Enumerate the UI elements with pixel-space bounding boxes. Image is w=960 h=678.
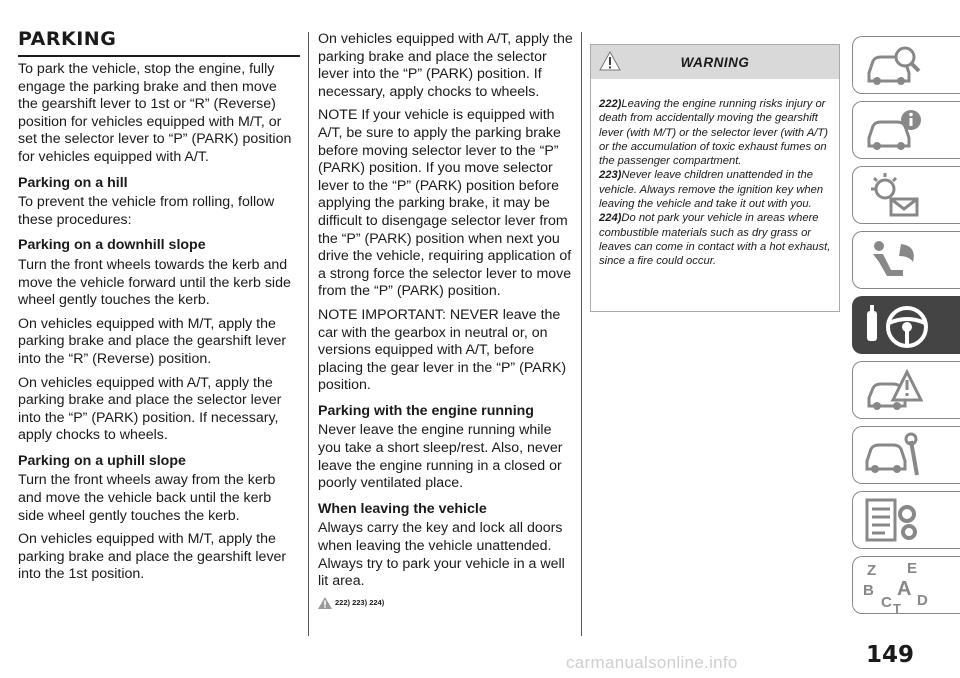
downhill-heading: Parking on a downhill slope <box>18 237 206 254</box>
warning-item <box>599 168 831 211</box>
tab-road-warning[interactable] <box>852 361 960 419</box>
tab-warning-lights[interactable] <box>852 166 960 224</box>
warning-item <box>599 97 831 168</box>
note-parking-brake: NOTE If your vehicle is equipped with A/T, be sure to apply the parking brake before moving selector lever to the “P” (PARK) position. If you move selector lever to the “P” (PARK) position before applying the parking brake, it may be difficult to disengage selector lever from the “P” (PARK) position when next you drive the vehicle, requiring application of a strong force the selector lever to move from the “P” (PARK) position. <box>318 107 572 300</box>
road-warning-icon <box>863 366 923 416</box>
warning-number: 224) <box>599 212 622 225</box>
column-right <box>590 44 840 312</box>
car-wrench-icon <box>863 431 923 481</box>
reference-numbers: 222) 223) 224) <box>335 598 385 608</box>
warning-text: Never leave children unattended in the vehicle. Always remove the ignition key when leaving the vehicle and take it out with you. <box>599 169 824 211</box>
index-letter: A <box>897 578 912 600</box>
list-gears-icon <box>863 496 923 546</box>
tab-airbag-seat[interactable] <box>852 231 960 289</box>
warning-item <box>599 211 831 268</box>
warning-references <box>318 597 576 609</box>
intro-paragraph: To park the vehicle, stop the engine, fully engage the parking brake and then move the gearshift lever to 1st or “R” (Reverse) position for vehicles equipped with M/T, or set the selector lever to “P” (PARK) position for vehicles equipped with A/T. <box>18 61 292 165</box>
car-search-icon <box>863 41 923 91</box>
tab-index[interactable] <box>852 556 960 614</box>
index-letters-icon <box>863 559 943 613</box>
warning-triangle-icon <box>599 51 621 71</box>
index-letter: C <box>881 594 892 611</box>
warning-header <box>591 45 839 79</box>
tab-car-wrench[interactable] <box>852 426 960 484</box>
downhill-paragraph: Turn the front wheels towards the kerb and move the vehicle forward until the kerb side wheel gently touches the kerb. <box>18 256 291 309</box>
watermark: carmanualsonline.info <box>566 653 738 672</box>
note-important: NOTE IMPORTANT: NEVER leave the car with the gearbox in neutral or, on versions equipped with A/T, before placing the gear lever in the “P” (PARK) position. <box>318 306 567 394</box>
column-middle <box>318 31 576 609</box>
leaving-paragraph: Always carry the key and lock all doors when leaving the vehicle unattended. Always try to park your vehicle in a well lit area. <box>318 520 565 590</box>
hill-heading: Parking on a hill <box>18 174 128 191</box>
warning-lights-icon <box>863 171 923 221</box>
tab-list-gears[interactable] <box>852 491 960 549</box>
warning-text: Do not park your vehicle in areas where combustible materials such as dry grass or leaves can come in contact with a hot exhaust, since a fire could occur. <box>599 212 831 268</box>
warning-body <box>591 79 839 269</box>
uphill-heading: Parking on a uphill slope <box>18 452 186 469</box>
column-divider <box>581 32 582 636</box>
leaving-heading: When leaving the vehicle <box>318 500 487 517</box>
section-title: PARKING <box>18 28 300 57</box>
page-number: 149 <box>866 642 915 668</box>
index-letter: E <box>907 560 918 577</box>
warning-number: 222) <box>599 98 622 110</box>
tab-car-search[interactable] <box>852 36 960 94</box>
downhill-at-paragraph: On vehicles equipped with A/T, apply the parking brake and place the selector lever into the “P” (PARK) position. If necessary, apply chocks to wheels. <box>18 374 282 444</box>
column-left <box>18 28 300 590</box>
running-paragraph: Never leave the engine running while you take a short sleep/rest. Also, never leave the engine running in a closed or poorly ventilated place. <box>318 422 563 492</box>
column-divider <box>308 32 309 636</box>
warning-triangle-icon <box>318 597 332 609</box>
downhill-mt-paragraph: On vehicles equipped with M/T, apply the parking brake and place the gearshift lever into the “R” (Reverse) position. <box>18 315 287 367</box>
index-letter: T <box>893 601 901 613</box>
uphill-paragraph: Turn the front wheels away from the kerb and move the vehicle back until the kerb side wheel gently touches the kerb. <box>18 472 276 524</box>
warning-box <box>590 44 840 312</box>
key-steering-icon <box>863 301 933 353</box>
uphill-mt-paragraph: On vehicles equipped with M/T, apply the parking brake and place the gearshift lever into the 1st position. <box>18 531 287 583</box>
hill-paragraph: To prevent the vehicle from rolling, follow these procedures: <box>18 194 275 228</box>
uphill-at-paragraph: On vehicles equipped with A/T, apply the parking brake and place the selector lever into the “P” (PARK) position. If necessary, apply chocks to wheels. <box>318 31 573 100</box>
warning-number: 223) <box>599 169 622 182</box>
car-info-icon <box>863 106 923 156</box>
tab-car-info[interactable] <box>852 101 960 159</box>
warning-text: Leaving the engine running risks injury or death from accidentally moving the gearshift lever (with M/T) or the selector lever (with A/T) or the accumulation of toxic exhaust fumes on the passenger compartment. <box>599 98 828 168</box>
index-letter: Z <box>867 562 877 579</box>
tab-key-steering[interactable] <box>852 296 960 354</box>
index-letter: B <box>863 582 874 599</box>
running-heading: Parking with the engine running <box>318 402 534 419</box>
airbag-seat-icon <box>863 236 923 286</box>
warning-title: WARNING <box>680 54 750 70</box>
index-letter: D <box>917 592 928 609</box>
